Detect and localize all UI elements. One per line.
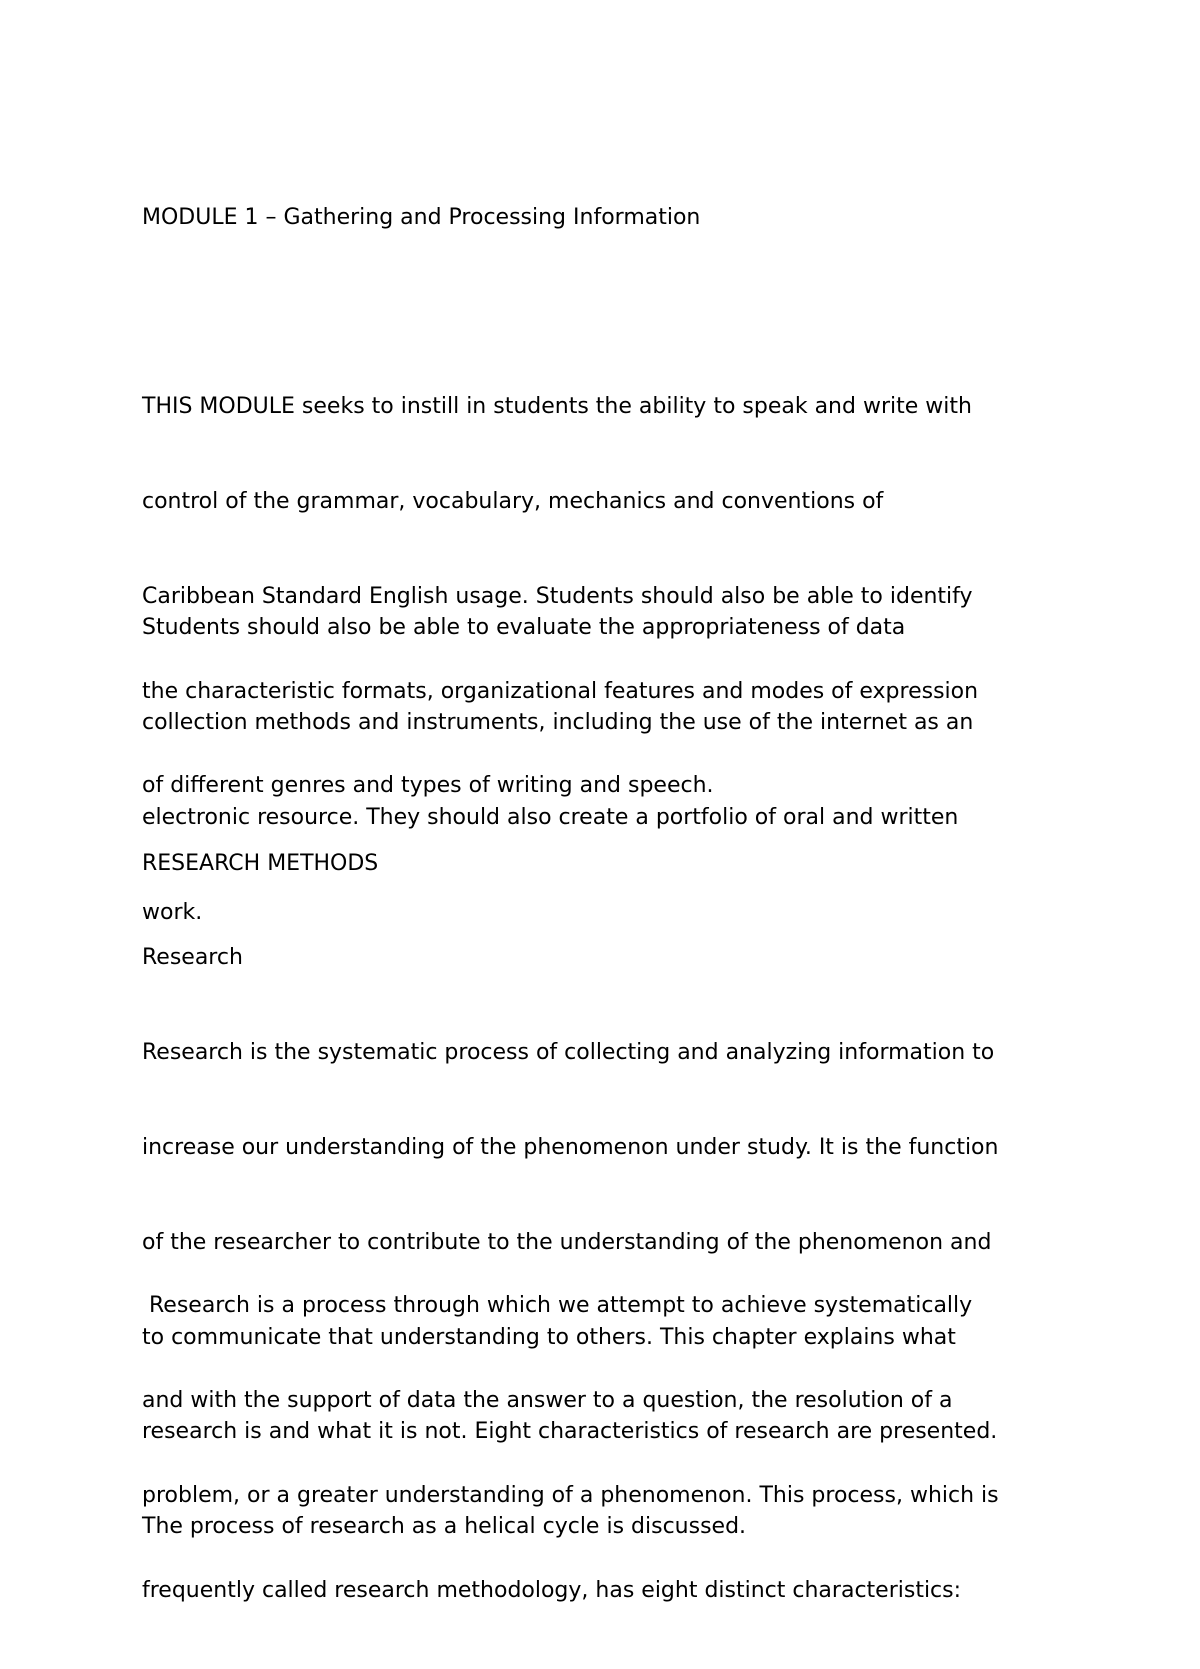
paragraph-line: work. — [142, 899, 203, 925]
paragraph-line: The process of research as a helical cycle is discussed. — [142, 1514, 747, 1540]
paragraph-line: control of the grammar, vocabulary, mechanics and conventions of — [142, 488, 884, 514]
paragraph-line: electronic resource. They should also create a portfolio of oral and written — [142, 804, 959, 830]
paragraph-line: increase our understanding of the phenomenon under study. It is the function — [142, 1134, 999, 1160]
paragraph-line: collection methods and instruments, including the use of the internet as an — [142, 709, 974, 735]
paragraph-line: Caribbean Standard English usage. Students should also be able to identify — [142, 583, 973, 609]
paragraph-line: Research is a process through which we attempt to achieve systematically — [142, 1293, 973, 1319]
paragraph-line: Students should also be able to evaluate the appropriateness of data — [142, 615, 906, 641]
paragraph-line: of different genres and types of writing and speech. — [142, 773, 714, 799]
section-heading: RESEARCH METHODS — [142, 851, 379, 877]
paragraph-line: to communicate that understanding to others. This chapter explains what — [142, 1324, 956, 1350]
paragraph-line: problem, or a greater understanding of a phenomenon. This process, which is — [142, 1482, 999, 1508]
paragraph-line: of the researcher to contribute to the understanding of the phenomenon and — [142, 1229, 992, 1255]
paragraph-line: research is and what it is not. Eight characteristics of research are presented. — [142, 1419, 998, 1445]
subheading: Research — [142, 945, 243, 971]
paragraph-line: THIS MODULE seeks to instill in students the ability to speak and write with — [142, 394, 972, 420]
research-paragraph-2 — [142, 1227, 1072, 1669]
module-title: MODULE 1 – Gathering and Processing Information — [142, 205, 701, 231]
paragraph-line: frequently called research methodology, has eight distinct characteristics: — [142, 1577, 962, 1603]
paragraph-line: and with the support of data the answer to a question, the resolution of a — [142, 1387, 953, 1413]
paragraph-line: the characteristic formats, organizational features and modes of expression — [142, 678, 979, 704]
paragraph-line: Research is the systematic process of collecting and analyzing information to — [142, 1040, 995, 1066]
